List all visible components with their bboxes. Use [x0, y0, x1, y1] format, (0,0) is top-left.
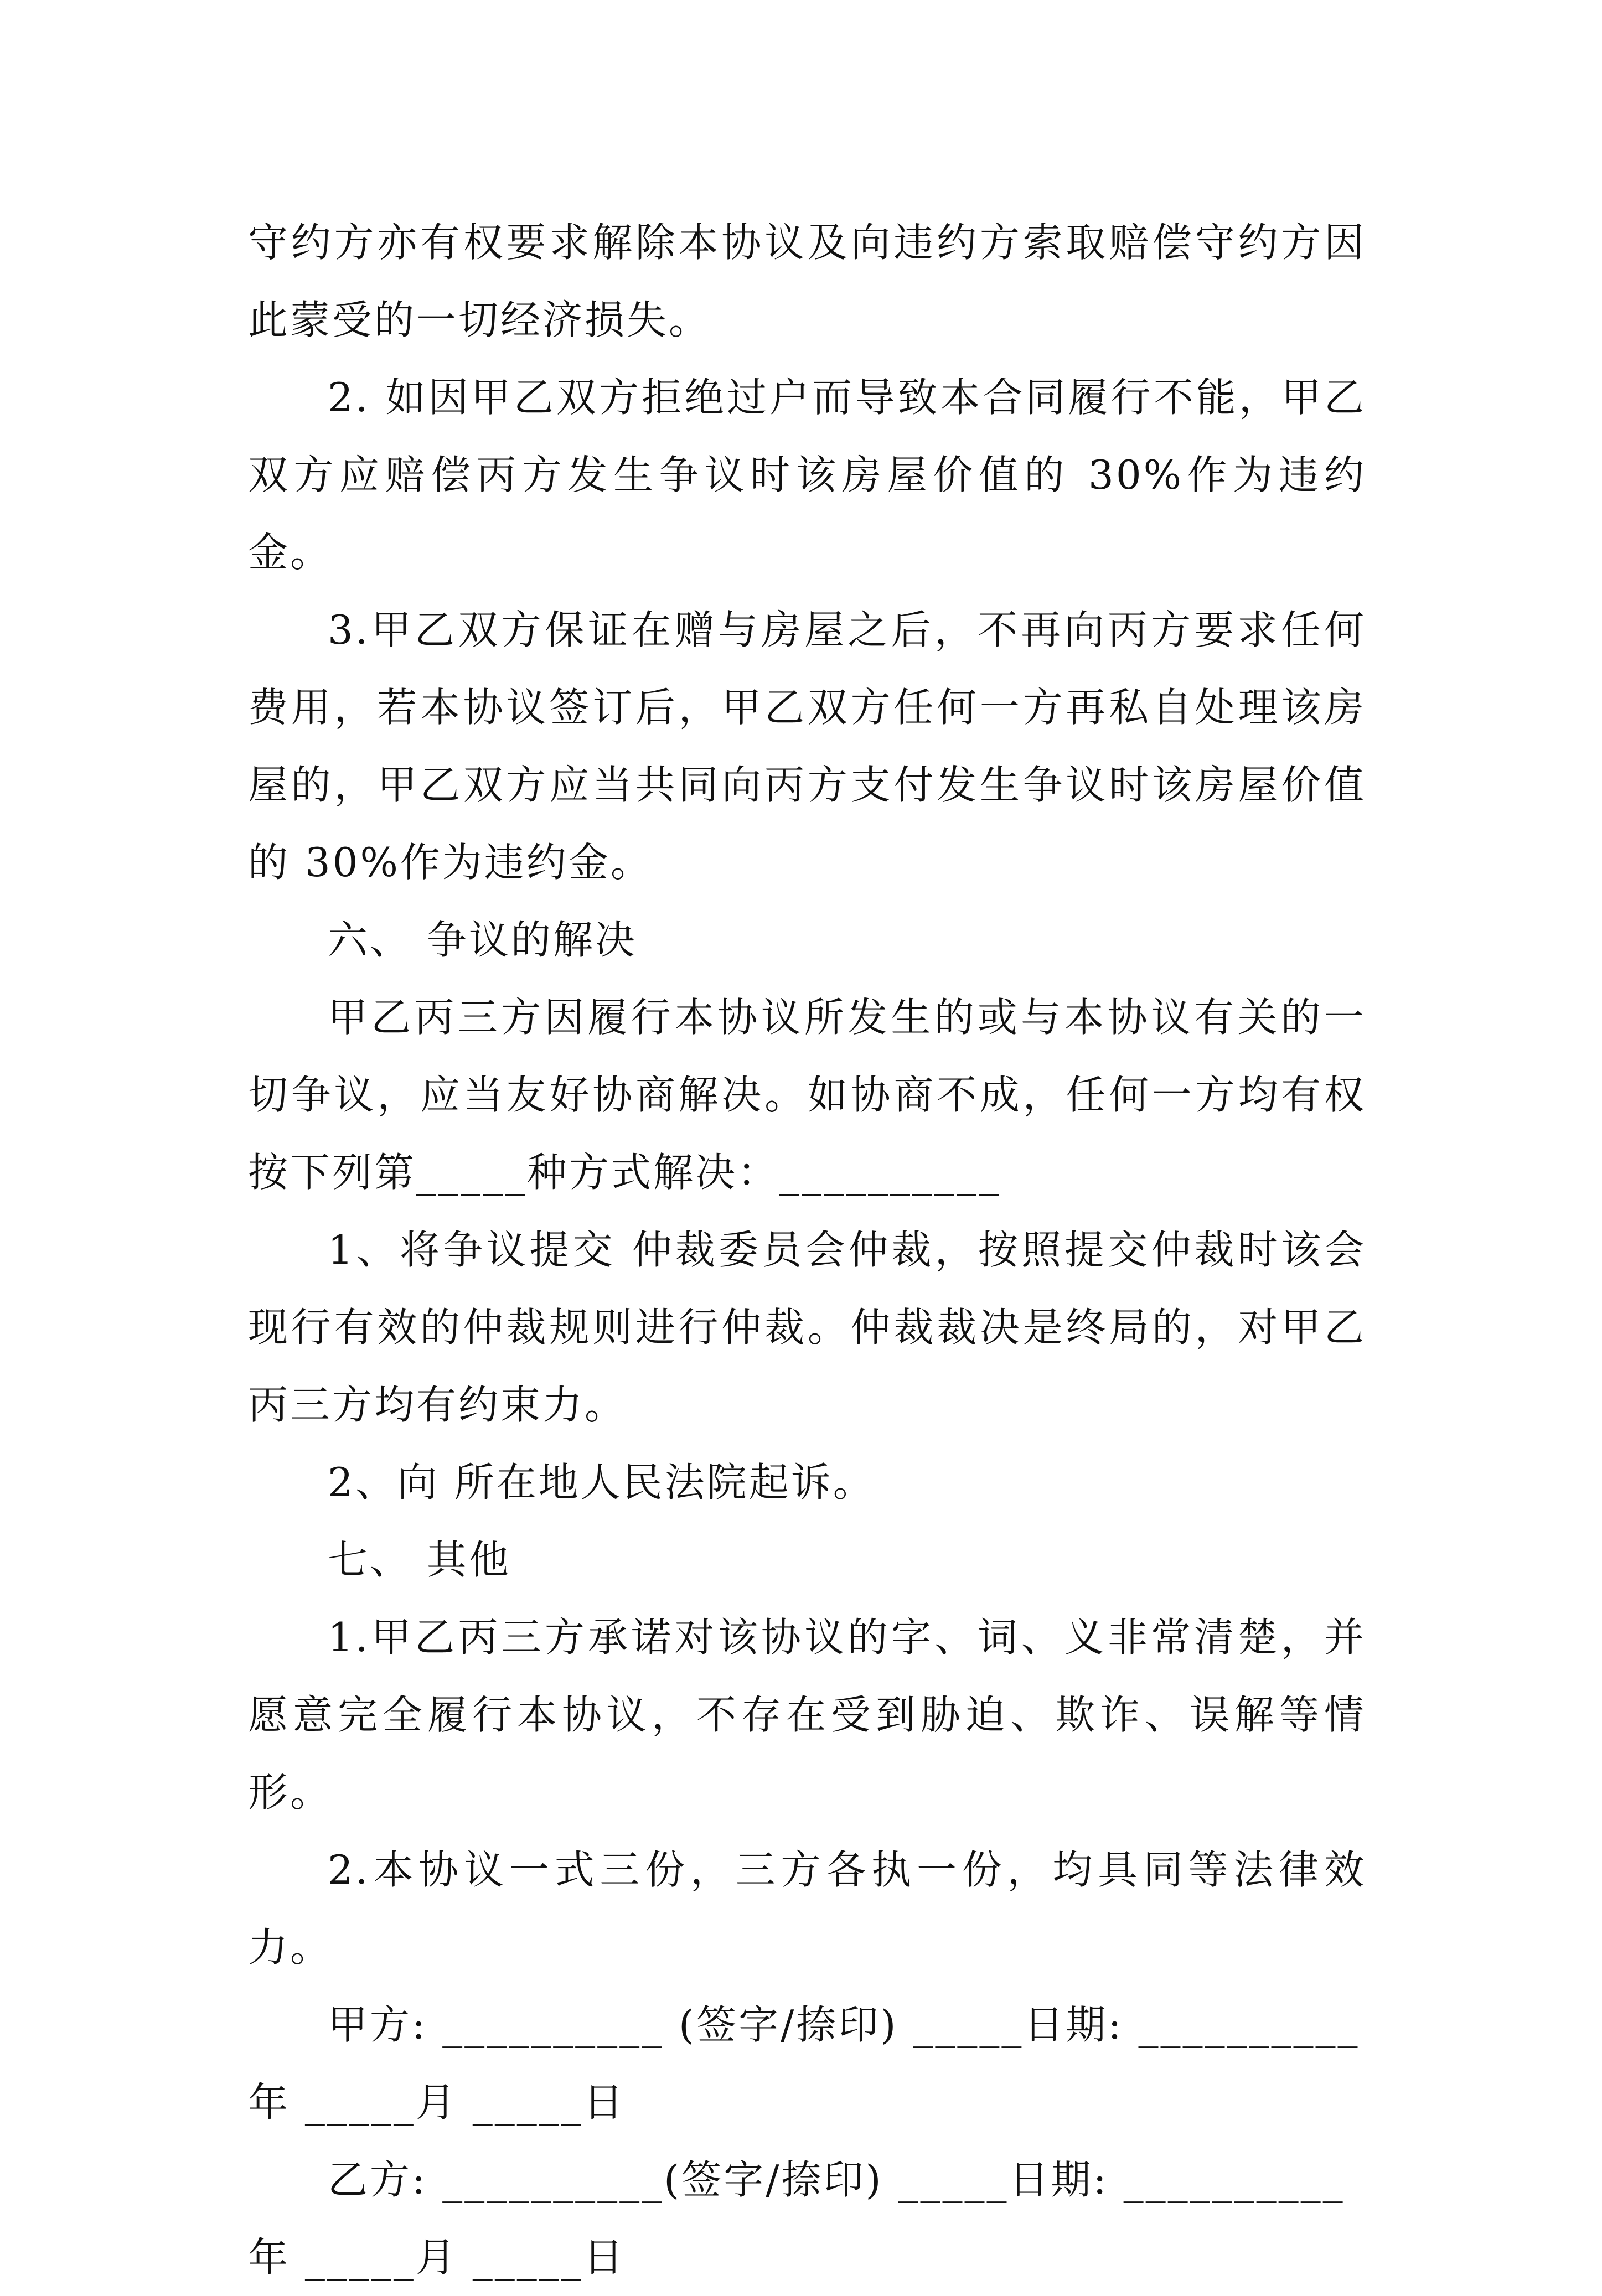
- document-body: [248, 204, 1366, 2296]
- signature-line-party-a: 甲方: __________ (签字/捺印) _____日期: __________: [328, 2002, 1360, 2048]
- paragraph-other-1: 1.甲乙丙三方承诺对该协议的字、词、义非常清楚，并愿意完全履行本协议，不存在受到胁迫、欺诈、误解等情形。: [248, 1614, 1366, 1816]
- section-heading-other: 七、 其他: [328, 1537, 511, 1583]
- paragraph-continuation: 守约方亦有权要求解除本协议及向违约方索取赔偿守约方因此蒙受的一切经济损失。: [248, 219, 1366, 343]
- signature-date-party-b: 年 _____月 _____日: [248, 2234, 626, 2281]
- paragraph-other-2: 2.本协议一式三份，三方各执一份，均具同等法律效力。: [248, 1847, 1366, 1971]
- signature-line-party-b: 乙方: __________(签字/捺印) _____日期: __________: [328, 2157, 1345, 2203]
- paragraph-clause-5-2: 2. 如因甲乙双方拒绝过户而导致本合同履行不能，甲乙双方应赔偿丙方发生争议时该房屋价值的 30%作为违约金。: [248, 374, 1366, 576]
- signature-date-party-a: 年 _____月 _____日: [248, 2079, 626, 2126]
- paragraph-clause-5-3: 3.甲乙双方保证在赠与房屋之后，不再向丙方要求任何费用，若本协议签订后，甲乙双方任何一方再私自处理该房屋的，甲乙双方应当共同向丙方支付发生争议时该房屋价值的 30%作为违约金。: [248, 607, 1366, 886]
- paragraph-arbitration-option: 1、将争议提交 仲裁委员会仲裁，按照提交仲裁时该会现行有效的仲裁规则进行仲裁。仲裁裁决是终局的，对甲乙丙三方均有约束力。: [248, 1227, 1366, 1428]
- section-heading-dispute-resolution: 六、 争议的解决: [328, 917, 637, 963]
- paragraph-court-option: 2、向 所在地人民法院起诉。: [328, 1459, 875, 1506]
- paragraph-dispute-resolution: 甲乙丙三方因履行本协议所发生的或与本协议有关的一切争议，应当友好协商解决。如协商不成，任何一方均有权按下列第_____种方式解决：__________: [248, 994, 1366, 1196]
